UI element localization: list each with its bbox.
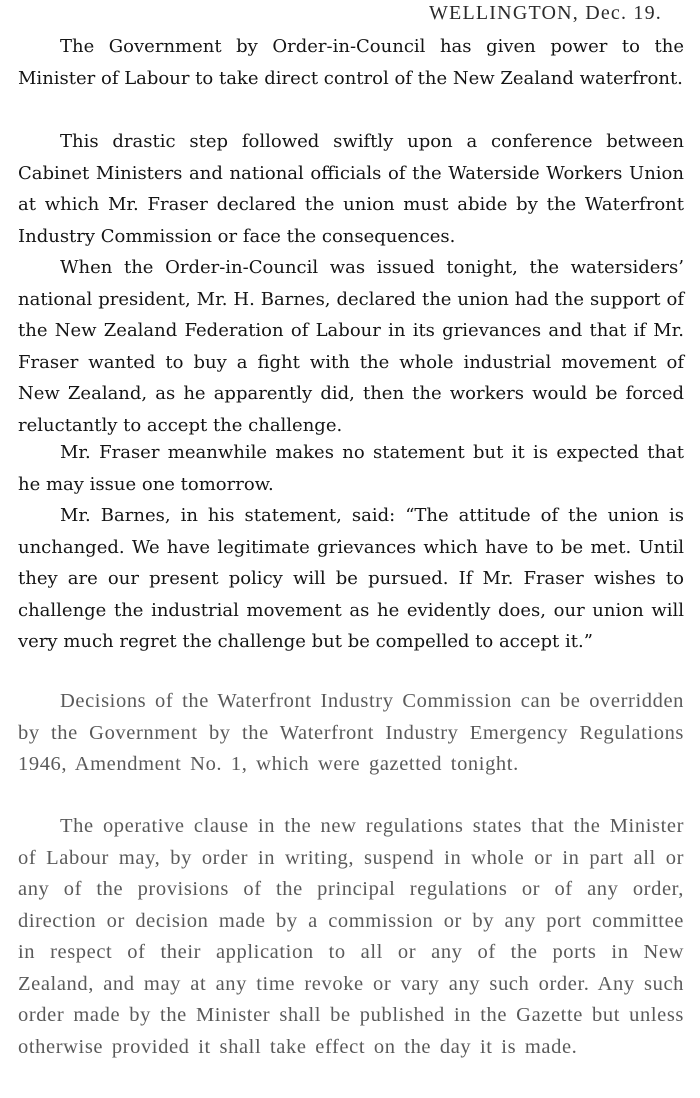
article-paragraph-7: The operative clause in the new regulations states that the Minister of Labour may, by order in writing, suspend in whole or in part all or any of the provisions of the principal regulations or of any order, direction or decision made by a commission or by any port committee in respect of their application to all or any of the ports in New Zealand, and may at any time revoke or vary any such order. Any such order made by the Minister shall be published in the Gazette but unless otherwise provided it shall take effect on the day it is made. [18,815,684,1058]
article-paragraph-2: This drastic step followed swiftly upon a conference between Cabinet Ministers and national officials of the Waterside Workers Union at which Mr. Fraser declared the union must abide by the Waterfront Industry Commission or face the consequences. [18,131,684,247]
article-paragraph-6: Decisions of the Waterfront Industry Commission can be overridden by the Government by the Waterfront Industry Emergency Regulations 1946, Amendment No. 1, which were gazetted tonight. [18,690,684,775]
article-paragraph-5: Mr. Barnes, in his statement, said: “The attitude of the union is unchanged. We have legitimate grievances which have to be met. Until they are our present policy will be pursued. If Mr. Fraser wishes to challenge the industrial movement as he evidently does, our union will very much regret the challenge but be compelled to accept it.” [18,505,684,652]
article-paragraph-4: Mr. Fraser meanwhile makes no statement but it is expected that he may issue one tomorrow. [18,442,684,495]
article-paragraph-3: When the Order-in-Council was issued tonight, the watersiders’ national president, Mr. H. Barnes, declared the union had the support of the New Zealand Federation of Labour in its grievances and that if Mr. Fraser wanted to buy a fight with the whole industrial movement of New Zealand, as he apparently did, then the workers would be forced reluctantly to accept the challenge. [18,257,684,436]
dateline: WELLINGTON, Dec. 19. [428,2,662,24]
article-paragraph-1: The Government by Order-in-Council has given power to the Minister of Labour to take direct control of the New Zealand waterfront. [18,36,684,89]
